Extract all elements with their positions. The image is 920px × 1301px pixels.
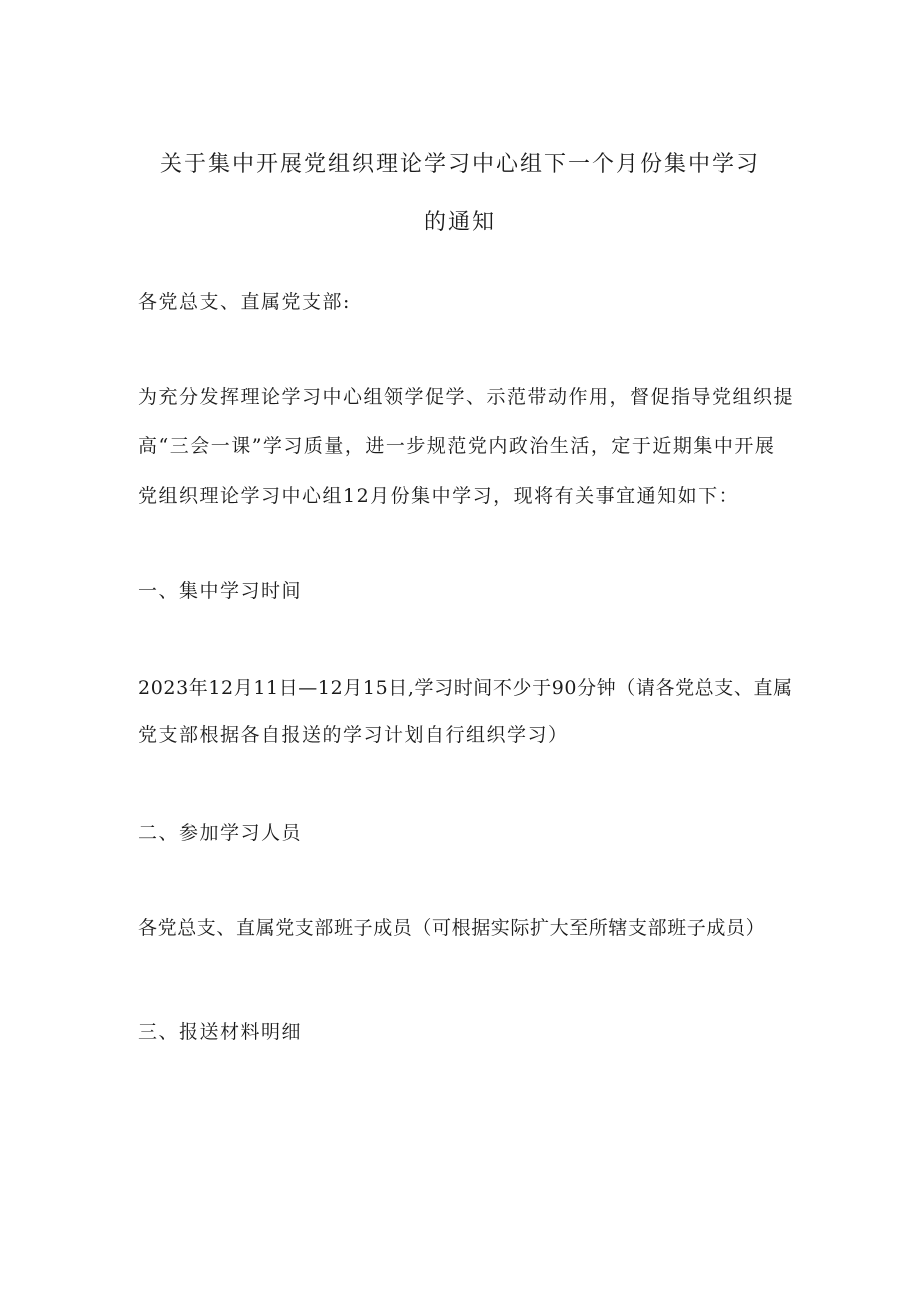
section-1-heading: 一、集中学习时间 <box>138 580 303 602</box>
document-title-line-2: 的通知 <box>423 210 496 235</box>
section-2-heading: 二、参加学习人员 <box>138 822 303 844</box>
section-1-line-2: 党支部根据各自报送的学习计划自行组织学习） <box>138 724 569 746</box>
salutation: 各党总支、直属党支部: <box>138 291 351 313</box>
document-title-line-1: 关于集中开展党组织理论学习中心组下一个月份集中学习 <box>159 152 760 177</box>
intro-paragraph-line-3: 党组织理论学习中心组12月份集中学习，现将有关事宜通知如下： <box>138 485 740 507</box>
section-1-line-1: 2023年12月11日—12月15日,学习时间不少于90分钟（请各党总支、直属 <box>138 677 793 699</box>
intro-paragraph-line-1: 为充分发挥理论学习中心组领学促学、示范带动作用，督促指导党组织提 <box>138 386 795 408</box>
intro-paragraph-line-2: 高“三会一课”学习质量，进一步规范党内政治生活，定于近期集中开展 <box>138 435 776 457</box>
section-3-heading: 三、报送材料明细 <box>138 1021 303 1043</box>
section-2-line: 各党总支、直属党支部班子成员（可根据实际扩大至所辖支部班子成员） <box>138 917 766 939</box>
